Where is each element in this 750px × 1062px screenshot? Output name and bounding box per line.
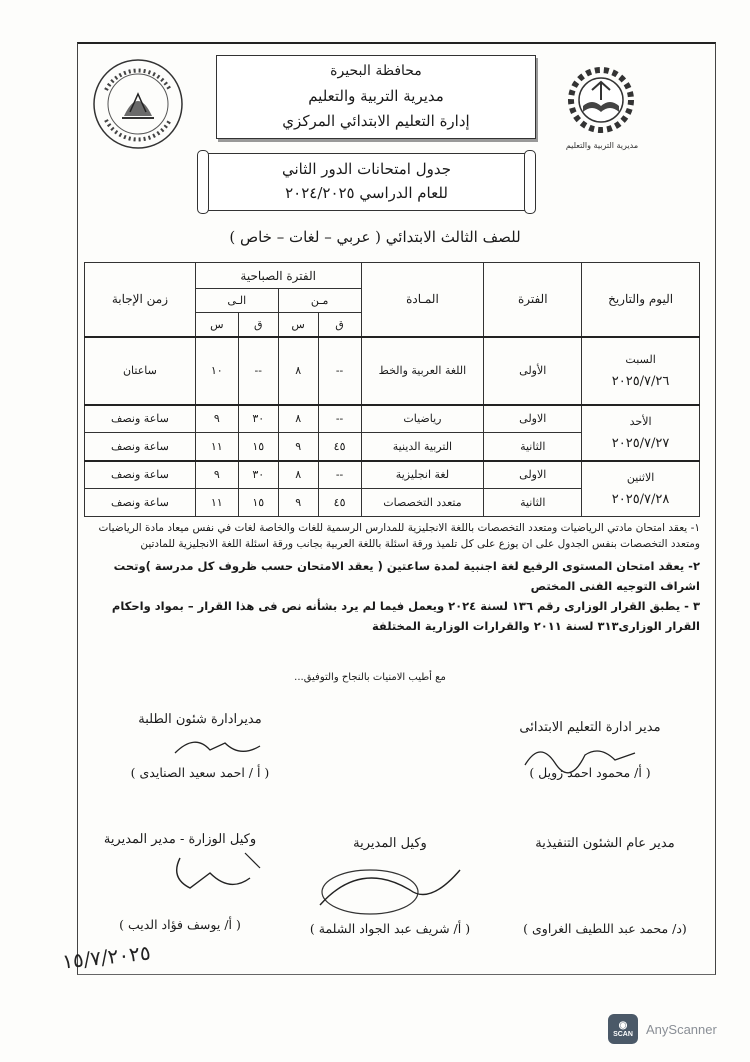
signatory-name: ( أ/ شريف عبد الجواد الشلمة ) — [309, 921, 471, 936]
subject-cell: رياضيات — [361, 405, 484, 433]
day-date-cell — [582, 405, 700, 461]
wishes-line: مع أطيب الامنيات بالنجاح والتوفيق... — [294, 672, 446, 683]
notes-section — [84, 520, 700, 636]
duration-cell: ساعتان — [85, 337, 196, 405]
exam-date: ٢٠٢٥/٧/٢٧ — [611, 435, 670, 451]
from-hour-cell: ٩ — [278, 489, 318, 517]
handwritten-date: ١٥/٧/٢٠٢٥ — [60, 940, 152, 974]
schedule-title-scroll — [203, 153, 530, 211]
day-date-cell — [582, 461, 700, 517]
camera-icon: ◉ — [618, 1020, 628, 1031]
to-minute-cell: ١٥ — [238, 489, 278, 517]
administration-name: إدارة التعليم الابتدائي المركزي — [282, 112, 470, 130]
from-minute-cell: -- — [318, 405, 361, 433]
from-hour-cell: ٩ — [278, 433, 318, 461]
ministry-gear-logo — [556, 60, 646, 140]
exam-date: ٢٠٢٥/٧/٢٨ — [611, 491, 670, 507]
table-row — [85, 405, 700, 433]
to-hour-cell: ١١ — [195, 433, 238, 461]
from-minute-cell: -- — [318, 461, 361, 489]
header-to: الـى — [195, 289, 278, 313]
to-minute-cell: ١٥ — [238, 433, 278, 461]
from-minute-cell: -- — [318, 337, 361, 405]
exam-date: ٢٠٢٥/٧/٢٦ — [611, 373, 670, 389]
scanner-watermark — [608, 1014, 717, 1044]
signatory-title: وكيل الوزارة - مدير المديرية — [103, 832, 257, 847]
to-hour-cell: ٩ — [195, 405, 238, 433]
scanner-app-name: AnyScanner — [646, 1021, 717, 1037]
subject-cell: اللغة العربية والخط — [361, 337, 484, 405]
signatory-title: مدير عام الشئون التنفيذية — [535, 836, 675, 851]
header-from: مـن — [278, 289, 361, 313]
signatory-name: ( أ/ يوسف فؤاد الديب ) — [119, 917, 241, 932]
note-3: ٣ - يطبق القرار الوزارى رقم ١٣٦ لسنة ٢٠٢٤ ويعمل فيما لم يرد بشأنه نص فى هذا القرار – بمواد واحكام القرار الوزارى٣١٣ لسنة ٢٠١١ والقرارات الوزارية المختلفة — [111, 599, 700, 633]
note-2: ٢- يعقد امتحان المستوى الرفيع لغة اجنبية لمدة ساعتين ( يعقد الامتحان حسب ظروف كل مدرسة )وتحت اشراف التوجيه الفنى المختص — [113, 559, 700, 593]
scanner-app-icon — [608, 1014, 638, 1044]
header-day-date: اليوم والتاريخ — [582, 263, 700, 337]
signature-mark — [150, 848, 270, 908]
from-minute-cell: ٤٥ — [318, 433, 361, 461]
period-cell: الثانية — [484, 489, 582, 517]
from-hour-cell: ٨ — [278, 461, 318, 489]
from-hour-cell: ٨ — [278, 337, 318, 405]
header-from-minute: ق — [318, 313, 361, 337]
header-box — [216, 55, 536, 139]
table-row — [85, 461, 700, 489]
period-cell: الاولى — [484, 461, 582, 489]
signatory-name: ( أ/ محمود احمد زويل ) — [529, 765, 651, 780]
governorate-name: محافظة البحيرة — [330, 63, 422, 79]
header-duration: زمن الإجابة — [85, 263, 196, 337]
duration-cell: ساعة ونصف — [85, 433, 196, 461]
signature-mark — [300, 850, 470, 930]
day-date-cell — [582, 337, 700, 405]
header-from-hour: س — [278, 313, 318, 337]
day-name: السبت — [625, 352, 656, 366]
to-hour-cell: ١١ — [195, 489, 238, 517]
to-minute-cell: ٣٠ — [238, 405, 278, 433]
subject-cell: متعدد التخصصات — [361, 489, 484, 517]
directorate-name: مديرية التربية والتعليم — [308, 87, 444, 105]
schedule-title: جدول امتحانات الدور الثاني — [281, 160, 452, 178]
exam-schedule-table — [84, 262, 700, 517]
duration-cell: ساعة ونصف — [85, 489, 196, 517]
to-hour-cell: ٩ — [195, 461, 238, 489]
header-subject: المـادة — [361, 263, 484, 337]
table-row — [85, 337, 700, 405]
day-name: الأحد — [629, 414, 652, 428]
subject-cell: التربية الدينية — [361, 433, 484, 461]
period-cell: الاولى — [484, 405, 582, 433]
header-period: الفترة — [484, 263, 582, 337]
from-minute-cell: ٤٥ — [318, 489, 361, 517]
signature-mark — [520, 735, 640, 780]
to-hour-cell: ١٠ — [195, 337, 238, 405]
right-logo-caption: مديرية التربية والتعليم — [565, 141, 639, 150]
signatory-title: مدير ادارة التعليم الابتدائى — [519, 720, 661, 735]
signature-mark — [165, 728, 275, 768]
academic-year: للعام الدراسي ٢٠٢٤/٢٠٢٥ — [285, 184, 448, 202]
to-minute-cell: ٣٠ — [238, 461, 278, 489]
signatory-title: مديرادارة شئون الطلبة — [138, 712, 262, 727]
header-to-hour: س — [195, 313, 238, 337]
duration-cell: ساعة ونصف — [85, 461, 196, 489]
period-cell: الثانية — [484, 433, 582, 461]
signatory-name: (د/ محمد عبد اللطيف الغراوى ) — [523, 921, 687, 936]
subject-cell: لغة انجليزية — [361, 461, 484, 489]
duration-cell: ساعة ونصف — [85, 405, 196, 433]
directorate-seal-logo — [92, 58, 184, 150]
from-hour-cell: ٨ — [278, 405, 318, 433]
scanner-badge-label: SCAN — [613, 1031, 633, 1038]
signatory-name: ( أ / احمد سعيد الصنايدى ) — [130, 765, 270, 780]
header-morning: الفترة الصباحية — [195, 263, 361, 289]
to-minute-cell: -- — [238, 337, 278, 405]
header-to-minute: ق — [238, 313, 278, 337]
grade-heading: للصف الثالث الابتدائي ( عربي – لغات – خاص ) — [229, 228, 521, 246]
signature-block-executive-affairs — [505, 836, 705, 936]
period-cell: الأولى — [484, 337, 582, 405]
day-name: الاثنين — [626, 470, 655, 484]
signatory-title: وكيل المديرية — [353, 836, 427, 851]
note-1: ١- يعقد امتحان مادتي الرياضيات ومتعدد التخصصات باللغة الانجليزية للمدارس الرسمية للغات والخاصة لغات في نفس ميعاد مادة الرياضيات ومتعدد التخصصات بنفس الجدول على ان يوزع على كل تلميذ ورقة اسئلة باللغة العربية بجانب ورقة اسئلة اللغة الانجليزية للمادتين — [98, 522, 700, 550]
